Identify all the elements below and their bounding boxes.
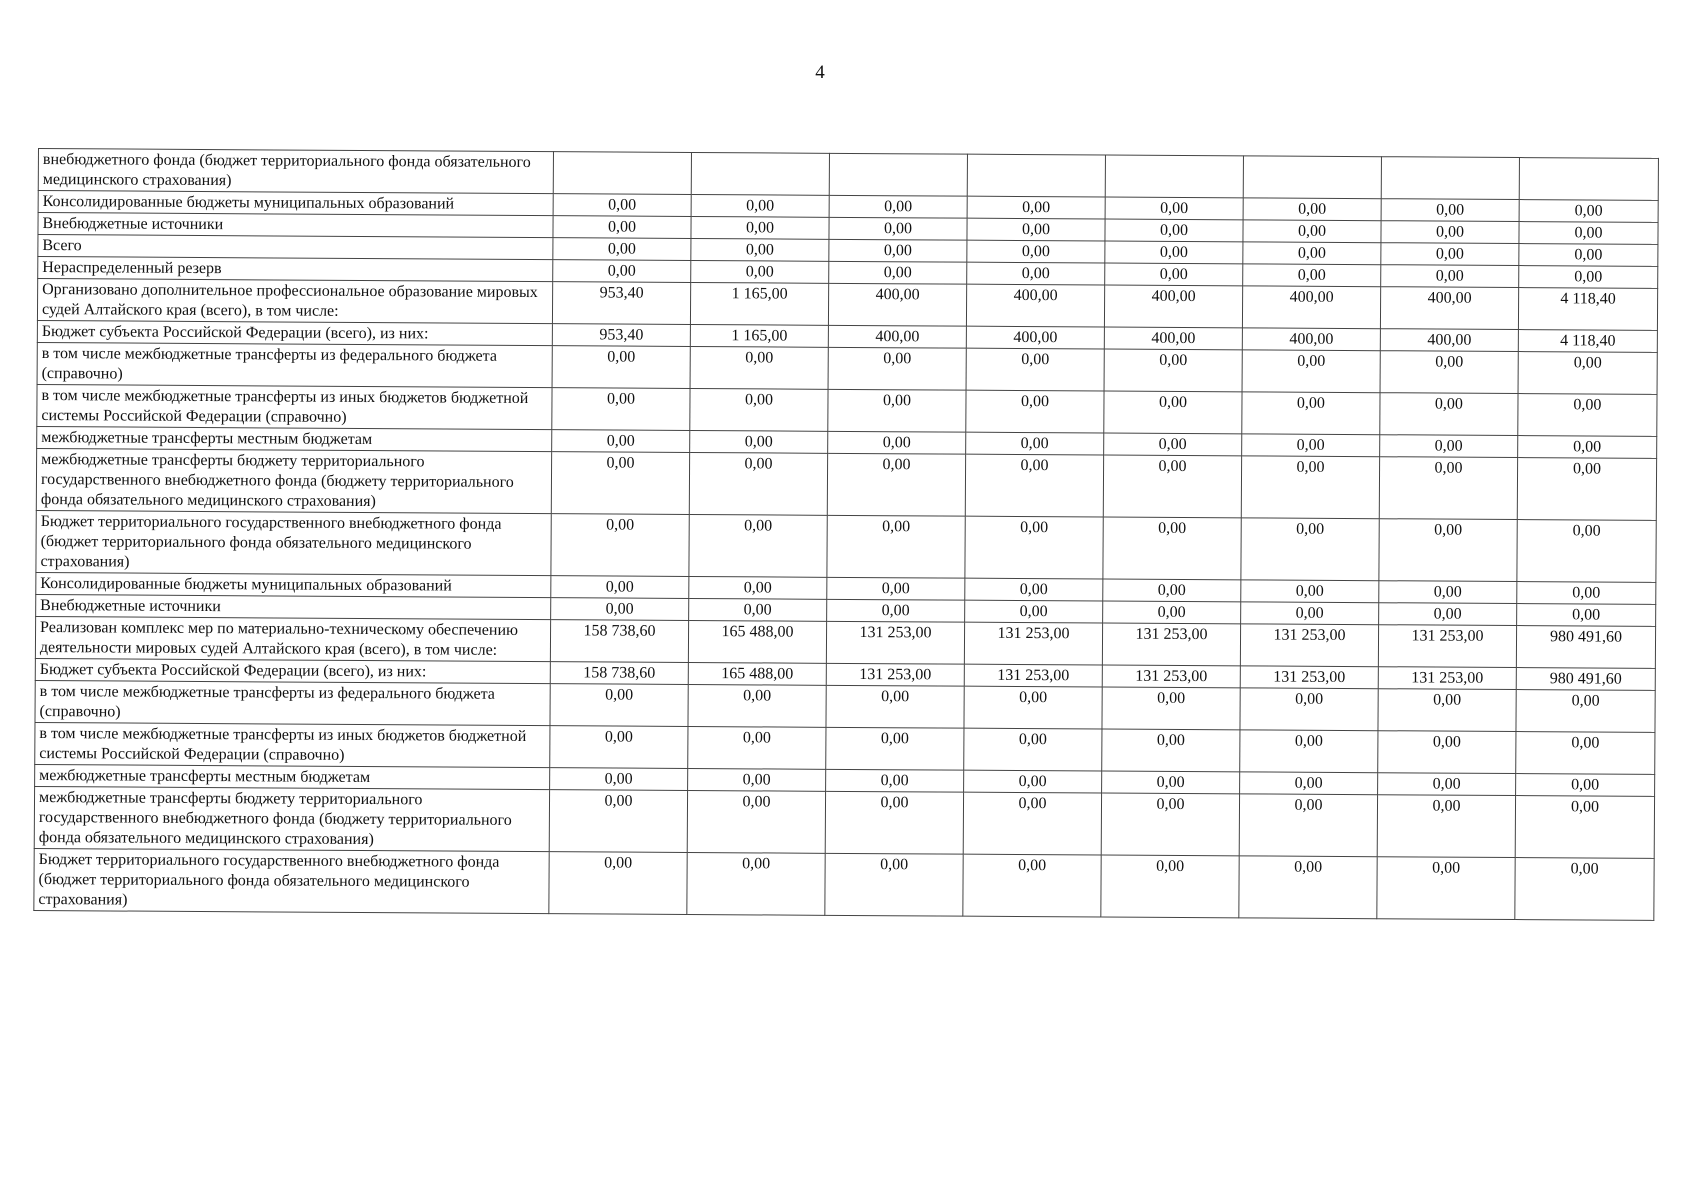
value-cell: 0,00: [1378, 689, 1516, 732]
value-cell: 0,00: [1519, 266, 1658, 289]
value-cell: 131 253,00: [1102, 623, 1240, 666]
value-cell: 0,00: [1381, 221, 1519, 244]
value-cell: 0,00: [829, 217, 967, 240]
value-cell: 0,00: [1241, 602, 1379, 625]
value-cell: 0,00: [1105, 219, 1243, 242]
table-row: [36, 448, 1656, 520]
value-cell: 4 118,40: [1518, 330, 1657, 353]
value-cell: 0,00: [1104, 349, 1242, 392]
value-cell: 0,00: [967, 196, 1105, 219]
value-cell: 0,00: [550, 684, 688, 727]
value-cell: 0,00: [690, 346, 828, 389]
value-cell: 0,00: [691, 238, 829, 261]
value-cell: 158 738,60: [550, 662, 688, 685]
value-cell: 0,00: [825, 791, 963, 854]
value-cell: 0,00: [1381, 243, 1519, 266]
row-label: межбюджетные трансферты бюджету территориального государственного внебюджетного фонда (бюджету территориального фонда обязательного медицинского страхования): [34, 786, 549, 851]
value-cell: 0,00: [1381, 265, 1519, 288]
value-cell: 0,00: [1518, 352, 1657, 395]
value-cell: 0,00: [967, 240, 1105, 263]
value-cell: 0,00: [550, 768, 688, 791]
value-cell: 0,00: [1377, 857, 1515, 920]
row-label: межбюджетные трансферты местным бюджетам: [35, 764, 550, 789]
value-cell: 0,00: [967, 262, 1105, 285]
value-cell: 0,00: [1243, 264, 1381, 287]
value-cell: [967, 154, 1105, 197]
value-cell: 0,00: [1105, 263, 1243, 286]
value-cell: 0,00: [553, 194, 691, 217]
row-label: Внебюджетные источники: [38, 213, 553, 238]
value-cell: 0,00: [553, 238, 691, 261]
value-cell: [1105, 155, 1243, 198]
row-label: Бюджет территориального государственного внебюджетного фонда (бюджет территориального фонда обязательного медицинского страхования): [36, 510, 551, 575]
value-cell: 0,00: [551, 576, 689, 599]
value-cell: 0,00: [967, 218, 1105, 241]
row-label: Консолидированные бюджеты муниципальных образований: [36, 572, 551, 597]
value-cell: 0,00: [1377, 795, 1515, 858]
value-cell: 0,00: [688, 684, 826, 727]
value-cell: 400,00: [1380, 287, 1518, 330]
value-cell: 400,00: [966, 326, 1104, 349]
value-cell: 0,00: [1241, 456, 1379, 519]
value-cell: 0,00: [549, 852, 687, 915]
value-cell: 0,00: [1381, 199, 1519, 222]
value-cell: 0,00: [1104, 433, 1242, 456]
value-cell: 131 253,00: [1240, 624, 1378, 667]
value-cell: 0,00: [829, 261, 967, 284]
value-cell: 400,00: [828, 283, 966, 326]
value-cell: 0,00: [1380, 393, 1518, 436]
row-label: межбюджетные трансферты бюджету территориального государственного внебюджетного фонда (бюджету территориального фонда обязательного медицинского страхования): [36, 448, 551, 513]
value-cell: 0,00: [1242, 392, 1380, 435]
value-cell: 0,00: [1103, 455, 1241, 518]
value-cell: 0,00: [1239, 794, 1377, 857]
value-cell: 0,00: [552, 388, 690, 431]
row-label: Бюджет субъекта Российской Федерации (всего), из них:: [35, 658, 550, 683]
value-cell: 0,00: [1102, 687, 1240, 730]
row-label: Реализован комплекс мер по материально-техническому обеспечению деятельности мировых судей Алтайского края (всего), в том числе:: [35, 616, 550, 661]
value-cell: 0,00: [963, 854, 1101, 917]
value-cell: 0,00: [1101, 855, 1239, 918]
value-cell: 0,00: [688, 768, 826, 791]
value-cell: 0,00: [1240, 730, 1378, 773]
row-label: в том числе межбюджетные трансферты из федерального бюджета (справочно): [37, 342, 552, 387]
table-row: [34, 786, 1654, 858]
value-cell: 0,00: [1516, 774, 1655, 797]
value-cell: 0,00: [689, 514, 827, 577]
value-cell: 0,00: [687, 852, 825, 915]
value-cell: 0,00: [1517, 604, 1656, 627]
value-cell: 0,00: [1105, 197, 1243, 220]
value-cell: 0,00: [550, 726, 688, 769]
value-cell: 0,00: [1103, 517, 1241, 580]
value-cell: 0,00: [1519, 244, 1658, 267]
value-cell: 0,00: [827, 599, 965, 622]
value-cell: 0,00: [1516, 732, 1655, 775]
row-label: Бюджет субъекта Российской Федерации (всего), из них:: [37, 320, 552, 345]
value-cell: 0,00: [1517, 582, 1656, 605]
value-cell: 0,00: [1242, 350, 1380, 393]
value-cell: 953,40: [552, 324, 690, 347]
value-cell: 0,00: [827, 515, 965, 578]
value-cell: 400,00: [828, 325, 966, 348]
value-cell: 0,00: [1379, 603, 1517, 626]
value-cell: 0,00: [689, 598, 827, 621]
value-cell: 131 253,00: [964, 664, 1102, 687]
value-cell: 0,00: [1518, 394, 1657, 437]
value-cell: 0,00: [1516, 690, 1655, 733]
value-cell: [691, 152, 829, 195]
value-cell: 0,00: [1380, 351, 1518, 394]
value-cell: 0,00: [964, 686, 1102, 729]
value-cell: 0,00: [1518, 436, 1657, 459]
value-cell: 0,00: [689, 576, 827, 599]
value-cell: [1381, 157, 1519, 200]
row-label: Нераспределенный резерв: [38, 257, 553, 282]
value-cell: 165 488,00: [688, 662, 826, 685]
value-cell: 0,00: [1103, 601, 1241, 624]
page-number: 4: [815, 62, 825, 83]
value-cell: 0,00: [551, 598, 689, 621]
value-cell: 0,00: [828, 431, 966, 454]
row-label: Бюджет территориального государственного внебюджетного фонда (бюджет территориального фонда обязательного медицинского страхования): [34, 848, 549, 913]
row-label: Внебюджетные источники: [36, 594, 551, 619]
value-cell: 0,00: [1517, 458, 1656, 521]
value-cell: 0,00: [1378, 773, 1516, 796]
value-cell: 0,00: [1379, 519, 1517, 582]
budget-table: [33, 148, 1659, 921]
value-cell: 131 253,00: [1240, 666, 1378, 689]
row-label: внебюджетного фонда (бюджет территориального фонда обязательного медицинского страхования): [38, 149, 553, 194]
value-cell: 0,00: [1105, 241, 1243, 264]
value-cell: 0,00: [1379, 457, 1517, 520]
value-cell: [829, 153, 967, 196]
value-cell: 0,00: [690, 430, 828, 453]
value-cell: 0,00: [691, 216, 829, 239]
value-cell: 131 253,00: [964, 622, 1102, 665]
value-cell: 0,00: [1378, 731, 1516, 774]
table-row: [36, 510, 1656, 582]
value-cell: 0,00: [687, 790, 825, 853]
value-cell: 0,00: [828, 389, 966, 432]
value-cell: 0,00: [552, 430, 690, 453]
value-cell: 0,00: [829, 239, 967, 262]
value-cell: 0,00: [1519, 222, 1658, 245]
value-cell: 0,00: [688, 726, 826, 769]
value-cell: 165 488,00: [688, 620, 826, 663]
value-cell: 400,00: [1104, 327, 1242, 350]
value-cell: 158 738,60: [550, 620, 688, 663]
value-cell: 980 491,60: [1516, 668, 1655, 691]
value-cell: 953,40: [552, 282, 690, 325]
value-cell: 0,00: [1241, 580, 1379, 603]
value-cell: 0,00: [551, 452, 689, 515]
value-cell: 0,00: [827, 453, 965, 516]
value-cell: 131 253,00: [826, 663, 964, 686]
value-cell: 0,00: [1104, 391, 1242, 434]
row-label: Консолидированные бюджеты муниципальных образований: [38, 191, 553, 216]
value-cell: 0,00: [553, 260, 691, 283]
value-cell: 0,00: [1243, 220, 1381, 243]
value-cell: 0,00: [549, 790, 687, 853]
value-cell: 0,00: [966, 390, 1104, 433]
value-cell: 400,00: [1104, 285, 1242, 328]
value-cell: 0,00: [1243, 242, 1381, 265]
value-cell: 0,00: [1242, 434, 1380, 457]
value-cell: 0,00: [965, 578, 1103, 601]
value-cell: 0,00: [826, 769, 964, 792]
value-cell: 0,00: [1519, 200, 1658, 223]
value-cell: 0,00: [1515, 858, 1654, 921]
value-cell: 131 253,00: [1102, 665, 1240, 688]
value-cell: 4 118,40: [1518, 288, 1657, 331]
value-cell: 0,00: [825, 853, 963, 916]
value-cell: 1 165,00: [690, 282, 828, 325]
value-cell: 0,00: [828, 347, 966, 390]
value-cell: 0,00: [1101, 793, 1239, 856]
value-cell: 0,00: [553, 216, 691, 239]
table-row: [34, 848, 1654, 920]
value-cell: 0,00: [966, 348, 1104, 391]
value-cell: 0,00: [1515, 796, 1654, 859]
value-cell: 0,00: [1103, 579, 1241, 602]
row-label: в том числе межбюджетные трансферты из иных бюджетов бюджетной системы Российской Федерации (справочно): [35, 722, 550, 767]
value-cell: 0,00: [826, 727, 964, 770]
value-cell: 131 253,00: [826, 621, 964, 664]
value-cell: 0,00: [1240, 772, 1378, 795]
row-label: в том числе межбюджетные трансферты из федерального бюджета (справочно): [35, 680, 550, 725]
value-cell: 400,00: [1242, 328, 1380, 351]
value-cell: 0,00: [1102, 729, 1240, 772]
value-cell: 0,00: [1517, 520, 1656, 583]
row-label: в том числе межбюджетные трансферты из иных бюджетов бюджетной системы Российской Федерации (справочно): [37, 384, 552, 429]
value-cell: 0,00: [965, 516, 1103, 579]
value-cell: 0,00: [1241, 518, 1379, 581]
value-cell: 0,00: [827, 577, 965, 600]
value-cell: 0,00: [691, 194, 829, 217]
value-cell: 0,00: [966, 432, 1104, 455]
value-cell: 0,00: [1379, 581, 1517, 604]
value-cell: 400,00: [1380, 329, 1518, 352]
value-cell: 0,00: [826, 685, 964, 728]
value-cell: 0,00: [965, 454, 1103, 517]
value-cell: 0,00: [963, 792, 1101, 855]
row-label: Всего: [38, 235, 553, 260]
value-cell: 400,00: [966, 284, 1104, 327]
value-cell: [1243, 156, 1381, 199]
value-cell: 0,00: [1240, 688, 1378, 731]
value-cell: 0,00: [964, 770, 1102, 793]
value-cell: 0,00: [964, 728, 1102, 771]
value-cell: 400,00: [1242, 286, 1380, 329]
row-label: Организовано дополнительное профессиональное образование мировых судей Алтайского края (всего), в том числе:: [37, 279, 552, 324]
value-cell: [1519, 158, 1658, 201]
value-cell: 1 165,00: [690, 324, 828, 347]
value-cell: 0,00: [690, 388, 828, 431]
value-cell: 0,00: [829, 195, 967, 218]
value-cell: 0,00: [1102, 771, 1240, 794]
value-cell: 0,00: [1380, 435, 1518, 458]
value-cell: 131 253,00: [1378, 667, 1516, 690]
value-cell: 0,00: [1243, 198, 1381, 221]
value-cell: 0,00: [1239, 856, 1377, 919]
value-cell: [553, 152, 691, 195]
value-cell: 980 491,60: [1516, 626, 1655, 669]
value-cell: 0,00: [552, 346, 690, 389]
row-label: межбюджетные трансферты местным бюджетам: [37, 426, 552, 451]
value-cell: 0,00: [691, 260, 829, 283]
value-cell: 0,00: [689, 452, 827, 515]
value-cell: 131 253,00: [1378, 625, 1516, 668]
value-cell: 0,00: [965, 600, 1103, 623]
value-cell: 0,00: [551, 514, 689, 577]
